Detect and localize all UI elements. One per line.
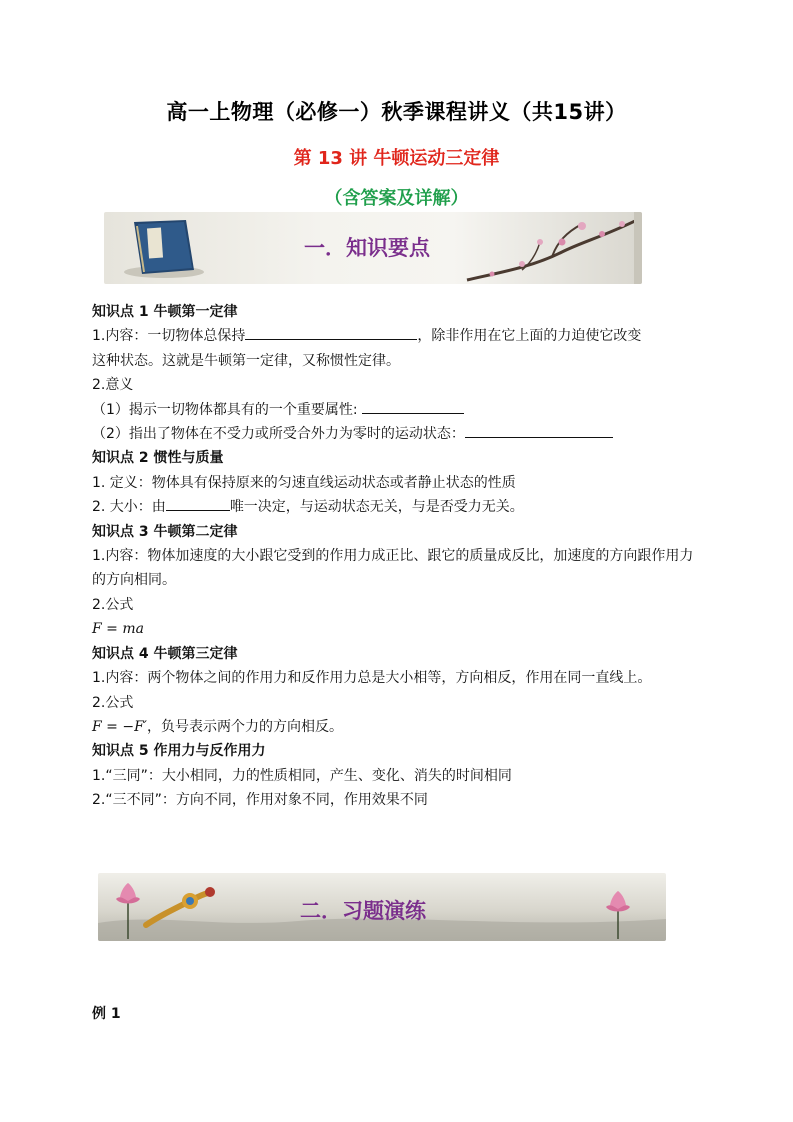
kp2-line1: 1. 定义：物体具有保持原来的匀速直线运动状态或者静止状态的性质: [92, 474, 516, 491]
kp2-line2: [92, 495, 704, 519]
kp3-line1: 1.内容：物体加速度的大小跟它受到的作用力成正比、跟它的质量成反比，加速度的方向跟作用力的方向相同。: [92, 548, 694, 589]
kp1-line1-cont: ，除非作用在它上面的力迫使它改变: [417, 328, 642, 345]
plum-blossom-illustration: [462, 212, 642, 284]
answer-note: （含答案及详解）: [324, 188, 469, 209]
kp4-formula-note: ，负号表示两个力的方向相反。: [146, 718, 343, 735]
fill-blank: [166, 495, 230, 511]
kp1-line1: [92, 324, 704, 348]
document-title: 高一上物理（必修一）秋季课程讲义（共15讲）: [166, 100, 627, 124]
section-title-knowledge: 一．知识要点: [304, 236, 430, 260]
section-banner-exercises: [98, 873, 666, 941]
section-banner-knowledge: [104, 212, 642, 284]
kp5-line1: 1.“三同”：大小相同，力的性质相同，产生、变化、消失的时间相同: [92, 767, 512, 784]
kp4-line2: 2.公式: [92, 694, 134, 711]
kp2-heading: 知识点 2 惯性与质量: [92, 450, 224, 467]
kp1-line4-text: （2）指出了物体在不受力或所受合外力为零时的运动状态：: [92, 426, 465, 443]
kp2-line2-text: 2. 大小：由: [92, 499, 166, 516]
knowledge-content: [92, 300, 704, 813]
kp1-line1c: 这种状态。这就是牛顿第一定律，又称惯性定律。: [92, 352, 400, 369]
kp1-heading: 知识点 1 牛顿第一定律: [92, 304, 238, 320]
fill-blank: [465, 422, 613, 438]
kp1-line2: 2.意义: [92, 377, 134, 394]
kp4-formula-line: [92, 715, 704, 739]
kp2-line2-cont: 唯一决定，与运动状态无关，与是否受力无关。: [229, 499, 524, 516]
example-label: 例 1: [92, 1006, 121, 1022]
kp4-line1: 1.内容：两个物体之间的作用力和反作用力总是大小相等，方向相反，作用在同一直线上。: [92, 670, 652, 687]
kp3-formula: F = ma: [92, 621, 144, 638]
section-title-exercises: 二．习题演练: [300, 899, 426, 923]
kp1-line1-text: 1.内容：一切物体总保持: [92, 328, 246, 345]
fill-blank: [245, 324, 417, 340]
kp1-line4: [92, 422, 704, 446]
kp3-heading: 知识点 3 牛顿第二定律: [92, 523, 238, 540]
kp4-formula: F = −F′: [92, 718, 147, 735]
kp3-line2: 2.公式: [92, 596, 134, 613]
kp1-line3: [92, 398, 704, 422]
kp4-heading: 知识点 4 牛顿第三定律: [92, 645, 238, 662]
kp5-heading: 知识点 5 作用力与反作用力: [92, 743, 266, 760]
lecture-subtitle: 第 13 讲 牛顿运动三定律: [293, 148, 500, 169]
kp5-line2: 2.“三不同”：方向不同，作用对象不同，作用效果不同: [92, 792, 428, 809]
kp1-line3-text: （1）揭示一切物体都具有的一个重要属性:: [92, 401, 358, 418]
fill-blank: [362, 398, 464, 414]
